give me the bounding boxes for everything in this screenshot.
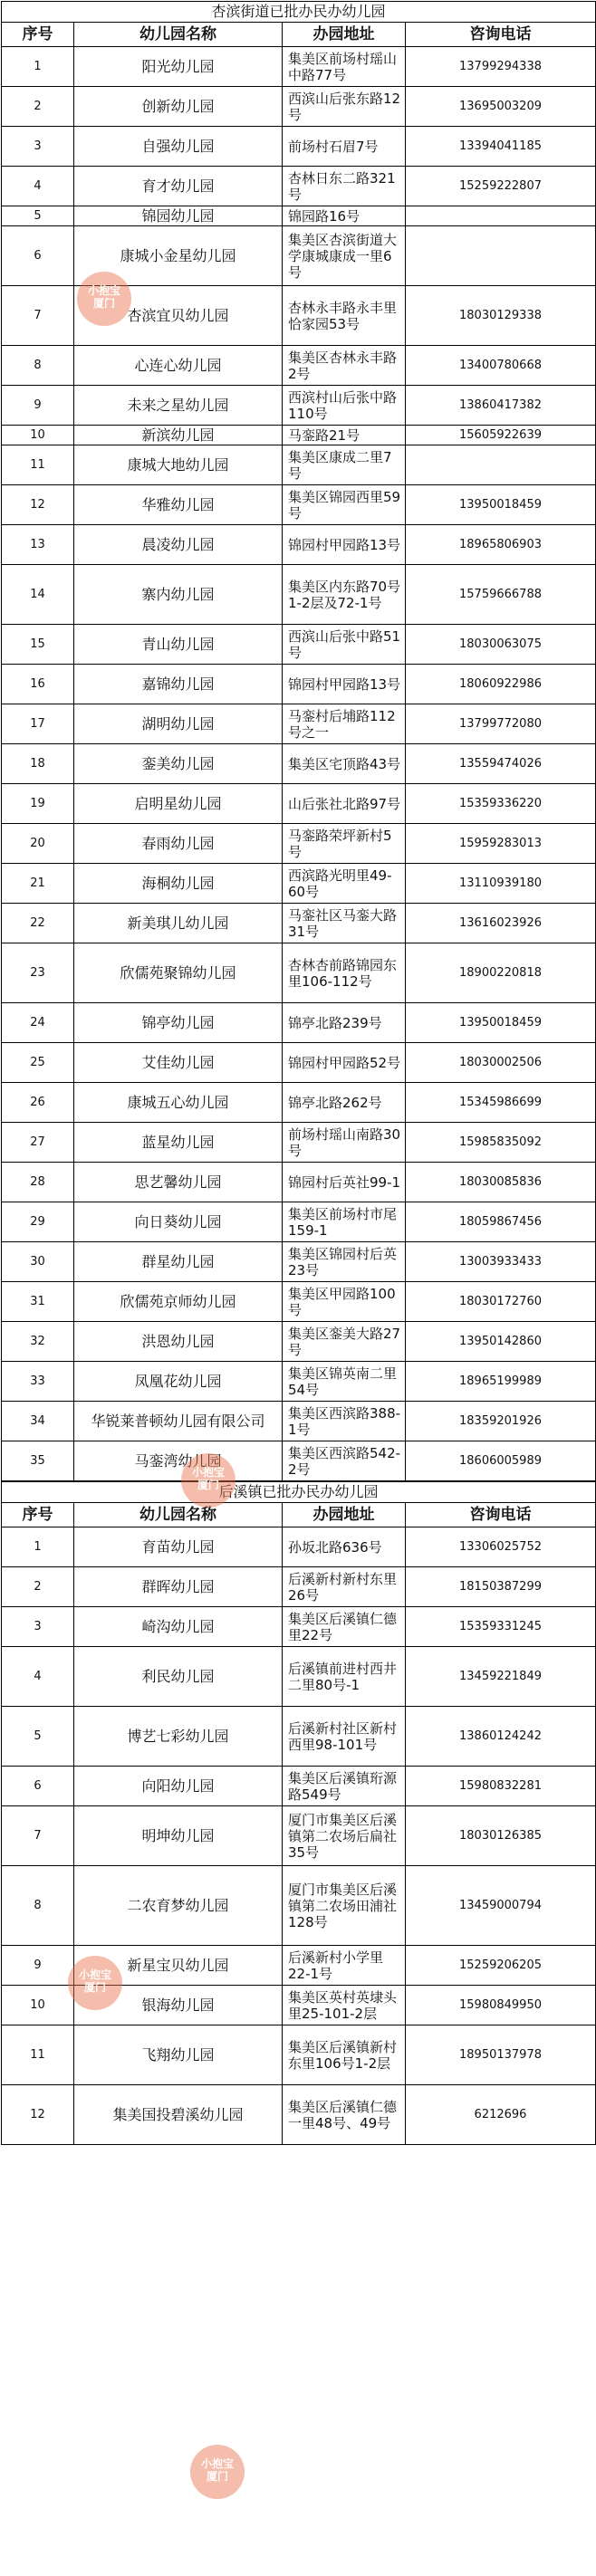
- row-number: 34: [2, 1402, 74, 1441]
- kindergarten-address: 集美区后溪镇仁德一里48号、49号: [283, 2085, 406, 2145]
- row-number: 2: [2, 1567, 74, 1607]
- watermark-brand: 小抱宝: [191, 1466, 225, 1479]
- row-number: 4: [2, 1647, 74, 1707]
- kindergarten-address: 杏林永丰路永丰里恰家园53号: [283, 286, 406, 346]
- kindergarten-address: 集美区西滨路388-1号: [283, 1402, 406, 1441]
- row-number: 35: [2, 1441, 74, 1481]
- row-number: 1: [2, 1527, 74, 1567]
- watermark-city: 厦门: [206, 2470, 228, 2483]
- table-row: [2, 784, 596, 824]
- contact-phone: [406, 445, 596, 485]
- table-row: [2, 2085, 596, 2145]
- contact-phone: 18359201926: [406, 1402, 596, 1441]
- contact-phone: 18606005989: [406, 1441, 596, 1481]
- table-row: [2, 2025, 596, 2085]
- contact-phone: 15959283013: [406, 824, 596, 864]
- row-number: 27: [2, 1123, 74, 1163]
- contact-phone: 13950142860: [406, 1322, 596, 1362]
- contact-phone: 13950018459: [406, 485, 596, 525]
- section-caption-row: [2, 1482, 596, 1503]
- table-row: [2, 445, 596, 485]
- contact-phone: 13003933433: [406, 1242, 596, 1282]
- contact-phone: 18965806903: [406, 525, 596, 565]
- row-number: 11: [2, 2025, 74, 2085]
- kindergarten-name: 向阳幼儿园: [74, 1767, 283, 1806]
- row-number: 24: [2, 1003, 74, 1043]
- kindergarten-address: 集美区西滨路542-2号: [283, 1441, 406, 1481]
- kindergarten-address: 锦园村后英社99-1: [283, 1163, 406, 1202]
- kindergarten-address: 锦园村甲园路13号: [283, 665, 406, 704]
- kindergarten-name: 飞翔幼儿园: [74, 2025, 283, 2085]
- row-number: 3: [2, 127, 74, 167]
- kindergarten-name: 华锐莱普顿幼儿园有限公司: [74, 1402, 283, 1441]
- row-number: 13: [2, 525, 74, 565]
- kindergarten-name: 启明星幼儿园: [74, 784, 283, 824]
- kindergarten-name: 晨凌幼儿园: [74, 525, 283, 565]
- kindergarten-address: 马銮路荣坪新村5号: [283, 824, 406, 864]
- table-row: [2, 1946, 596, 1986]
- contact-phone: 18150387299: [406, 1567, 596, 1607]
- row-number: 2: [2, 87, 74, 127]
- contact-phone: 13394041185: [406, 127, 596, 167]
- table-row: [2, 1003, 596, 1043]
- kindergarten-name: 育苗幼儿园: [74, 1527, 283, 1567]
- kindergarten-address: 集美区杏林永丰路2号: [283, 346, 406, 386]
- row-number: 9: [2, 386, 74, 426]
- kindergarten-name: 蓝星幼儿园: [74, 1123, 283, 1163]
- row-number: 3: [2, 1607, 74, 1647]
- row-number: 6: [2, 1767, 74, 1806]
- contact-phone: 18060922986: [406, 665, 596, 704]
- row-number: 5: [2, 1707, 74, 1767]
- kindergarten-name: 洪恩幼儿园: [74, 1322, 283, 1362]
- row-number: 29: [2, 1202, 74, 1242]
- header-number: 序号: [2, 1503, 74, 1527]
- kindergarten-address: 马銮村后埔路112号之一: [283, 704, 406, 744]
- row-number: 33: [2, 1362, 74, 1402]
- header-name: 幼儿园名称: [74, 23, 283, 47]
- table-row: [2, 87, 596, 127]
- kindergarten-address: 锦园路16号: [283, 206, 406, 226]
- row-number: 23: [2, 943, 74, 1003]
- table-row: [2, 1282, 596, 1322]
- table-row: [2, 943, 596, 1003]
- table-row: [2, 525, 596, 565]
- kindergarten-address: 后溪镇前进村西井二里80号-1: [283, 1647, 406, 1707]
- contact-phone: 18059867456: [406, 1202, 596, 1242]
- watermark-city: 厦门: [92, 297, 115, 310]
- contact-phone: 13559474026: [406, 744, 596, 784]
- kindergarten-name: 寨内幼儿园: [74, 565, 283, 625]
- kindergarten-address: 集美区甲园路100号: [283, 1282, 406, 1322]
- kindergarten-name: 锦亭幼儿园: [74, 1003, 283, 1043]
- contact-phone: 6212696: [406, 2085, 596, 2145]
- kindergarten-name: 康城小金星幼儿园: [74, 226, 283, 286]
- kindergarten-address: 集美区杏滨街道大学康城康成一里6号: [283, 226, 406, 286]
- table-row: [2, 824, 596, 864]
- kindergarten-address: 杏林日东二路321号: [283, 167, 406, 206]
- kindergarten-name: 新星宝贝幼儿园: [74, 1946, 283, 1986]
- kindergarten-address: 锦园村甲园路52号: [283, 1043, 406, 1083]
- contact-phone: 15345986699: [406, 1083, 596, 1123]
- row-number: 4: [2, 167, 74, 206]
- header-number: 序号: [2, 23, 74, 47]
- kindergarten-address: 集美区锦园村后英23号: [283, 1242, 406, 1282]
- kindergarten-address: 厦门市集美区后溪镇第二农场后扁社35号: [283, 1806, 406, 1866]
- row-number: 5: [2, 206, 74, 226]
- row-number: 20: [2, 824, 74, 864]
- kindergarten-address: 西滨山后张东路12号: [283, 87, 406, 127]
- kindergarten-address: 集美区銮美大路27号: [283, 1322, 406, 1362]
- kindergarten-name: 集美国投碧溪幼儿园: [74, 2085, 283, 2145]
- kindergarten-name: 心连心幼儿园: [74, 346, 283, 386]
- row-number: 19: [2, 784, 74, 824]
- kindergarten-name: 新美琪儿幼儿园: [74, 904, 283, 943]
- kindergarten-address: 后溪新村小学里22-1号: [283, 1946, 406, 1986]
- kindergarten-name: 康城五心幼儿园: [74, 1083, 283, 1123]
- contact-phone: 13799294338: [406, 47, 596, 87]
- contact-phone: 13459000794: [406, 1866, 596, 1946]
- kindergarten-list-document: [1, 1, 595, 2145]
- kindergarten-address: 锦亭北路262号: [283, 1083, 406, 1123]
- kindergarten-name: 新滨幼儿园: [74, 426, 283, 445]
- kindergarten-name: 博艺七彩幼儿园: [74, 1707, 283, 1767]
- kindergarten-address: 西滨路光明里49-60号: [283, 864, 406, 904]
- section-title: 后溪镇已批办民办幼儿园: [2, 1482, 596, 1503]
- section-caption-row: [2, 2, 596, 23]
- kindergarten-address: 集美区内东路70号1-2层及72-1号: [283, 565, 406, 625]
- kindergarten-address: 马銮社区马銮大路31号: [283, 904, 406, 943]
- table-row: [2, 1242, 596, 1282]
- header-row: [2, 23, 596, 47]
- contact-phone: 13950018459: [406, 1003, 596, 1043]
- header-phone: 咨询电话: [406, 1503, 596, 1527]
- kindergarten-address: 杏林杏前路锦园东里106-112号: [283, 943, 406, 1003]
- kindergarten-address: 集美区康成二里7号: [283, 445, 406, 485]
- table-row: [2, 485, 596, 525]
- kindergarten-table-houxi: [1, 1481, 596, 2145]
- contact-phone: 15980849950: [406, 1986, 596, 2025]
- table-row: [2, 1986, 596, 2025]
- contact-phone: 15359331245: [406, 1607, 596, 1647]
- table-row: [2, 1527, 596, 1567]
- kindergarten-address: 西滨山后张中路51号: [283, 625, 406, 665]
- table-row: [2, 1402, 596, 1441]
- kindergarten-address: 集美区锦英南二里54号: [283, 1362, 406, 1402]
- row-number: 1: [2, 47, 74, 87]
- table-row: [2, 625, 596, 665]
- table-row: [2, 1163, 596, 1202]
- kindergarten-name: 向日葵幼儿园: [74, 1202, 283, 1242]
- kindergarten-name: 艾佳幼儿园: [74, 1043, 283, 1083]
- contact-phone: 13400780668: [406, 346, 596, 386]
- table-row: [2, 1767, 596, 1806]
- kindergarten-address: 集美区前场村瑶山中路77号: [283, 47, 406, 87]
- kindergarten-name: 二农育梦幼儿园: [74, 1866, 283, 1946]
- watermark-brand: 小抱宝: [200, 2457, 234, 2470]
- kindergarten-address: 后溪新村新村东里26号: [283, 1567, 406, 1607]
- header-name: 幼儿园名称: [74, 1503, 283, 1527]
- kindergarten-name: 锦园幼儿园: [74, 206, 283, 226]
- table-row: [2, 704, 596, 744]
- row-number: 25: [2, 1043, 74, 1083]
- kindergarten-address: 前场村瑶山南路30号: [283, 1123, 406, 1163]
- table-row: [2, 904, 596, 943]
- contact-phone: [406, 206, 596, 226]
- contact-phone: 15259206205: [406, 1946, 596, 1986]
- kindergarten-address: 集美区英村英埭头里25-101-2层: [283, 1986, 406, 2025]
- contact-phone: [406, 226, 596, 286]
- row-number: 12: [2, 485, 74, 525]
- watermark-brand: 小抱宝: [87, 284, 120, 297]
- kindergarten-address: 后溪新村社区新村西里98-101号: [283, 1707, 406, 1767]
- table-row: [2, 864, 596, 904]
- row-number: 26: [2, 1083, 74, 1123]
- contact-phone: 15259222807: [406, 167, 596, 206]
- contact-phone: 13616023926: [406, 904, 596, 943]
- row-number: 32: [2, 1322, 74, 1362]
- table-row: [2, 1043, 596, 1083]
- kindergarten-name: 育才幼儿园: [74, 167, 283, 206]
- contact-phone: 18030002506: [406, 1043, 596, 1083]
- kindergarten-address: 集美区后溪镇仁德里22号: [283, 1607, 406, 1647]
- row-number: 6: [2, 226, 74, 286]
- kindergarten-address: 厦门市集美区后溪镇第二农场田浦社128号: [283, 1866, 406, 1946]
- kindergarten-address: 集美区后溪镇新村东里106号1-2层: [283, 2025, 406, 2085]
- watermark-brand: 小抱宝: [78, 1968, 111, 1981]
- contact-phone: 15359336220: [406, 784, 596, 824]
- row-number: 16: [2, 665, 74, 704]
- table-row: [2, 1123, 596, 1163]
- row-number: 11: [2, 445, 74, 485]
- kindergarten-address: 前场村石眉7号: [283, 127, 406, 167]
- contact-phone: 13459221849: [406, 1647, 596, 1707]
- row-number: 10: [2, 1986, 74, 2025]
- contact-phone: 13799772080: [406, 704, 596, 744]
- table-row: [2, 1866, 596, 1946]
- kindergarten-name: 群晖幼儿园: [74, 1567, 283, 1607]
- table-row: [2, 167, 596, 206]
- table-row: [2, 744, 596, 784]
- table-row: [2, 565, 596, 625]
- kindergarten-address: 集美区后溪镇珩源路549号: [283, 1767, 406, 1806]
- row-number: 18: [2, 744, 74, 784]
- row-number: 8: [2, 346, 74, 386]
- contact-phone: 18030085836: [406, 1163, 596, 1202]
- table-row: [2, 1362, 596, 1402]
- row-number: 14: [2, 565, 74, 625]
- table-row: [2, 1083, 596, 1123]
- kindergarten-name: 凤凰花幼儿园: [74, 1362, 283, 1402]
- kindergarten-address: 西滨村山后张中路110号: [283, 386, 406, 426]
- kindergarten-name: 思艺馨幼儿园: [74, 1163, 283, 1202]
- table-row: [2, 226, 596, 286]
- row-number: 7: [2, 1806, 74, 1866]
- header-address: 办园地址: [283, 1503, 406, 1527]
- table-row: [2, 1441, 596, 1481]
- kindergarten-name: 自强幼儿园: [74, 127, 283, 167]
- kindergarten-name: 华雅幼儿园: [74, 485, 283, 525]
- kindergarten-name: 杏滨宜贝幼儿园: [74, 286, 283, 346]
- kindergarten-name: 海桐幼儿园: [74, 864, 283, 904]
- kindergarten-name: 马銮湾幼儿园: [74, 1441, 283, 1481]
- kindergarten-name: 銮美幼儿园: [74, 744, 283, 784]
- table-row: [2, 346, 596, 386]
- kindergarten-address: 锦园村甲园路13号: [283, 525, 406, 565]
- kindergarten-name: 欣儒苑京师幼儿园: [74, 1282, 283, 1322]
- contact-phone: 18030126385: [406, 1806, 596, 1866]
- contact-phone: 13860417382: [406, 386, 596, 426]
- contact-phone: 13110939180: [406, 864, 596, 904]
- kindergarten-address: 集美区宅顶路43号: [283, 744, 406, 784]
- kindergarten-address: 集美区前场村市尾159-1: [283, 1202, 406, 1242]
- table-body-houxi: [2, 1482, 596, 2145]
- table-row: [2, 1707, 596, 1767]
- header-row: [2, 1503, 596, 1527]
- header-address: 办园地址: [283, 23, 406, 47]
- row-number: 30: [2, 1242, 74, 1282]
- contact-phone: 15985835092: [406, 1123, 596, 1163]
- watermark-city: 厦门: [83, 1981, 106, 1994]
- row-number: 8: [2, 1866, 74, 1946]
- table-row: [2, 127, 596, 167]
- kindergarten-address: 山后张社北路97号: [283, 784, 406, 824]
- row-number: 21: [2, 864, 74, 904]
- kindergarten-name: 利民幼儿园: [74, 1647, 283, 1707]
- contact-phone: 18030172760: [406, 1282, 596, 1322]
- contact-phone: 18965199989: [406, 1362, 596, 1402]
- row-number: 7: [2, 286, 74, 346]
- section-title: 杏滨街道已批办民办幼儿园: [2, 2, 596, 23]
- kindergarten-name: 崎沟幼儿园: [74, 1607, 283, 1647]
- table-row: [2, 286, 596, 346]
- table-row: [2, 1806, 596, 1866]
- contact-phone: 15605922639: [406, 426, 596, 445]
- kindergarten-name: 未来之星幼儿园: [74, 386, 283, 426]
- kindergarten-name: 阳光幼儿园: [74, 47, 283, 87]
- contact-phone: 18030063075: [406, 625, 596, 665]
- contact-phone: 13695003209: [406, 87, 596, 127]
- watermark-logo: [190, 2445, 245, 2499]
- row-number: 17: [2, 704, 74, 744]
- row-number: 10: [2, 426, 74, 445]
- kindergarten-name: 湖明幼儿园: [74, 704, 283, 744]
- kindergarten-address: 马銮路21号: [283, 426, 406, 445]
- kindergarten-name: 创新幼儿园: [74, 87, 283, 127]
- table-row: [2, 1567, 596, 1607]
- header-phone: 咨询电话: [406, 23, 596, 47]
- kindergarten-name: 明坤幼儿园: [74, 1806, 283, 1866]
- contact-phone: 18950137978: [406, 2025, 596, 2085]
- contact-phone: 18030129338: [406, 286, 596, 346]
- contact-phone: 15980832281: [406, 1767, 596, 1806]
- kindergarten-address: 锦亭北路239号: [283, 1003, 406, 1043]
- table-row: [2, 1607, 596, 1647]
- table-row: [2, 47, 596, 87]
- kindergarten-name: 群星幼儿园: [74, 1242, 283, 1282]
- kindergarten-name: 银海幼儿园: [74, 1986, 283, 2025]
- table-row: [2, 1202, 596, 1242]
- kindergarten-name: 嘉锦幼儿园: [74, 665, 283, 704]
- table-row: [2, 1647, 596, 1707]
- contact-phone: 13306025752: [406, 1527, 596, 1567]
- row-number: 9: [2, 1946, 74, 1986]
- row-number: 28: [2, 1163, 74, 1202]
- contact-phone: 15759666788: [406, 565, 596, 625]
- table-row: [2, 206, 596, 226]
- kindergarten-name: 康城大地幼儿园: [74, 445, 283, 485]
- row-number: 12: [2, 2085, 74, 2145]
- kindergarten-table-xingbin: [1, 1, 596, 1481]
- table-row: [2, 665, 596, 704]
- table-row: [2, 386, 596, 426]
- contact-phone: 13860124242: [406, 1707, 596, 1767]
- kindergarten-name: 欣儒苑聚锦幼儿园: [74, 943, 283, 1003]
- row-number: 31: [2, 1282, 74, 1322]
- kindergarten-name: 青山幼儿园: [74, 625, 283, 665]
- kindergarten-name: 春雨幼儿园: [74, 824, 283, 864]
- row-number: 15: [2, 625, 74, 665]
- contact-phone: 18900220818: [406, 943, 596, 1003]
- table-row: [2, 426, 596, 445]
- table-row: [2, 1322, 596, 1362]
- watermark-city: 厦门: [197, 1479, 219, 1491]
- row-number: 22: [2, 904, 74, 943]
- kindergarten-address: 孙坂北路636号: [283, 1527, 406, 1567]
- kindergarten-address: 集美区锦园西里59号: [283, 485, 406, 525]
- table-body-xingbin: [2, 2, 596, 1481]
